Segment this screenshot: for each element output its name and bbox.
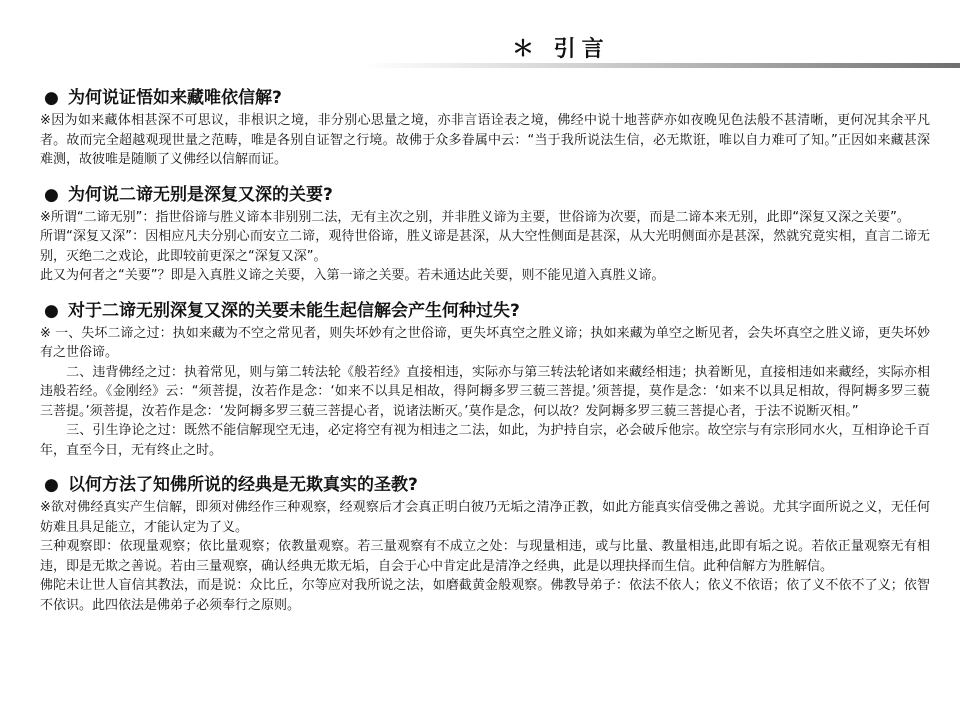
section-4 [40,473,930,615]
answer-paragraph: 三种观察即：依现量观察；依比量观察；依教量观察。若三量观察有不成立之处：与现量相违，或与比量、教量相违,此即有垢之说。若依正量观察无有相违，即是无欺之善说。若由三量观察，确认经典无欺无垢，自会于心中肯定此是清净之经典，此是以理抉择而生信。此种信解方为胜解信。 [40,539,930,574]
answer-paragraph: 二、违背佛经之过：执着常见，则与第二转法轮《般若经》直接相违，实际亦与第三转法轮诸如来藏经相违；执着断见，直接相违如来藏经，实际亦相违般若经。《金刚经》云：“须菩提，汝若作是念：‘如来不以具足相故，得阿耨多罗三藐三菩提。’须菩提，莫作是念：‘如来不以具足相故，得阿耨多罗三藐三菩提。’须菩提，汝若作是念：‘发阿耨多罗三藐三菩提心者，说诸法断灭。’莫作是念，何以故？发阿耨多罗三藐三菩提心者，于法不说断灭相。” [40,364,930,419]
section-2 [40,183,930,286]
section-1 [40,86,930,170]
answer-paragraph: 所谓“深复又深”：因相应凡夫分别心而安立二谛，观待世俗谛，胜义谛是甚深，从大空性侧面是甚深，从大光明侧面亦是甚深，然就究竟实相，直言二谛无别，灭绝二之戏论，此即较前更深之“深复又深”。 [40,229,930,264]
answer-paragraph: 佛陀未让世人盲信其教法，而是说：众比丘，尔等应对我所说之法，如磨截黄金般观察。佛教导弟子：依法不依人；依义不依语；依了义不依不了义；依智不依识。此四依法是佛弟子必须奉行之原则。 [40,578,930,613]
bullet-icon: ● [44,475,59,495]
page-header [0,0,960,70]
question-text: 为何说证悟如来藏唯依信解? [68,88,282,108]
section-question [40,183,930,207]
answer-paragraph: 此又为何者之“关要”？即是入真胜义谛之关要，入第一谛之关要。若未通达此关要，则不能见道入真胜义谛。 [40,268,665,283]
question-text: 以何方法了知佛所说的经典是无欺真实的圣教? [68,475,418,495]
section-question [40,86,930,110]
section-3 [40,299,930,461]
answer-paragraph: 三、引生诤论之过：既然不能信解现空无违，必定将空有视为相违之二法，如此，为护持自宗，必会破斥他宗。故空宗与有宗形同水火，互相诤论千百年，直至今日，无有终止之时。 [40,423,930,458]
answer-paragraph: ※所谓“二谛无别”：指世俗谛与胜义谛本非别别二法，无有主次之别，并非胜义谛为主要，世俗谛为次要，而是二谛本来无别，此即“深复又深之关要”。 [40,209,910,225]
document-body [40,86,930,628]
page-title: ＊ 引言 [512,36,610,62]
answer-paragraph: ※欲对佛经真实产生信解，即须对佛经作三种观察，经观察后才会真正明白彼乃无垢之清净正教，如此方能真实信受佛之善说。尤其字面所说之义，无任何妨难且具足能立，才能认定为了义。 [40,500,930,535]
question-text: 为何说二谛无别是深复又深的关要? [68,184,333,205]
section-question [40,299,930,323]
bullet-icon: ● [44,300,59,321]
answer-paragraph: ※ 一、失坏二谛之过：执如来藏为不空之常见者，则失坏妙有之世俗谛，更失坏真空之胜义谛；执如来藏为单空之断见者，会失坏真空之胜义谛，更失坏妙有之世俗谛。 [40,325,930,360]
header-gradient-rule [0,63,960,68]
bullet-icon: ● [44,88,59,108]
question-text: 对于二谛无别深复又深的关要未能生起信解会产生何种过失? [68,300,520,321]
bullet-icon: ● [44,184,59,205]
answer-paragraph: ※因为如来藏体相甚深不可思议，非根识之境，非分别心思量之境，亦非言语诠表之境，佛经中说十地菩萨亦如夜晚见色法般不甚清晰，更何况其余平凡者。故而完全超越观现世量之范畴，唯是各别自证智之行境。故佛于众多眷属中云：“当于我所说法生信，必无欺诳，唯以自力难可了知。”正因如来藏甚深难测，故彼唯是随顺了义佛经以信解而证。 [40,113,930,167]
section-question [40,473,930,497]
